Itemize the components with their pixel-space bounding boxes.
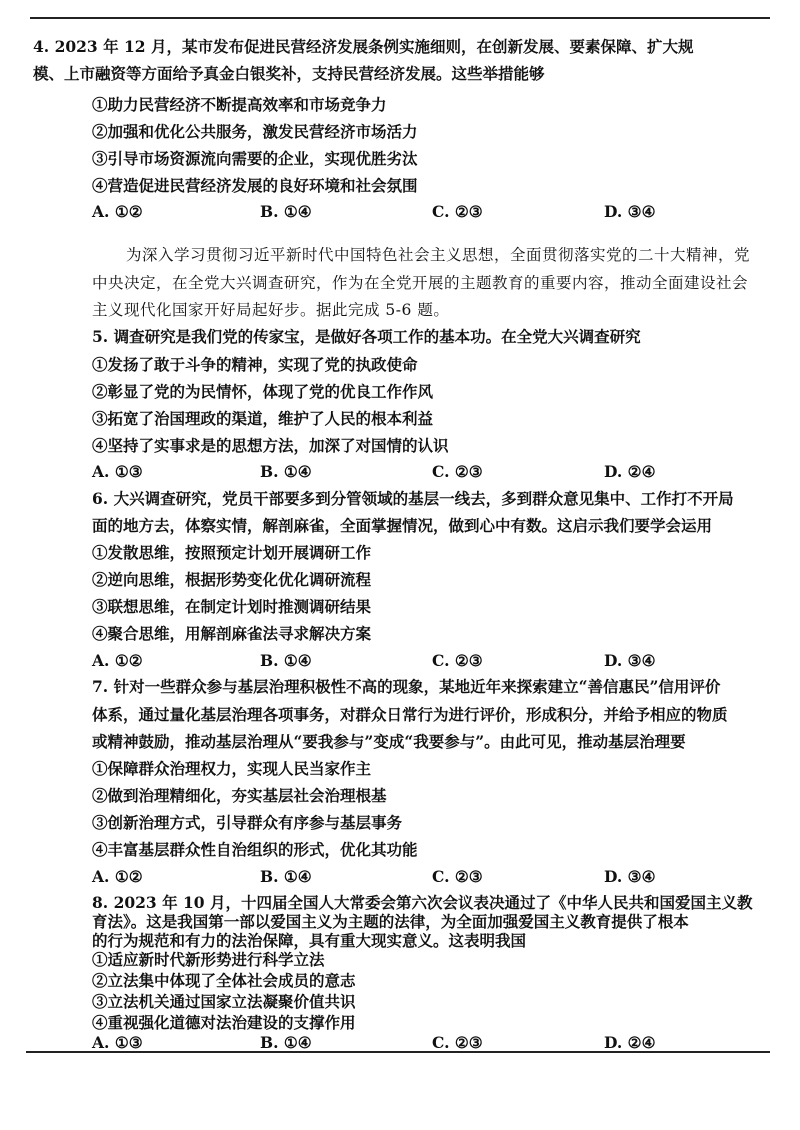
q8-option-b: B. ①④	[260, 1033, 312, 1052]
q8-stem-line-2: 育法》。这是我国第一部以爱国主义为主题的法律，为全面加强爱国主义教育提供了根本	[92, 912, 689, 931]
q4-item-2: ②加强和优化公共服务，激发民营经济市场活力	[92, 122, 418, 141]
q7-item-4: ④丰富基层群众性自治组织的形式，优化其功能	[92, 840, 418, 859]
q8-stem-line-3: 的行为规范和有力的法治保障，具有重大现实意义。这表明我国	[92, 931, 527, 950]
q4-stem-line-2: 模、上市融资等方面给予真金白银奖补，支持民营经济发展。这些举措能够	[33, 64, 545, 83]
intro-line-1: 为深入学习贯彻习近平新时代中国特色社会主义思想，全面贯彻落实党的二十大精神，党	[126, 246, 751, 264]
q6-option-c: C. ②③	[432, 651, 483, 670]
q5-option-a: A. ①③	[92, 462, 143, 481]
q6-stem-line-2: 面的地方去，体察实情，解剖麻雀，全面掌握情况，做到心中有数。这启示我们要学会运用	[92, 516, 713, 535]
q6-option-d: D. ③④	[604, 651, 656, 670]
q7-option-d: D. ③④	[604, 867, 656, 886]
q4-option-c: C. ②③	[432, 202, 483, 221]
q8-item-3: ③立法机关通过国家立法凝聚价值共识	[92, 992, 356, 1011]
q7-option-c: C. ②③	[432, 867, 483, 886]
q5-option-c: C. ②③	[432, 462, 483, 481]
q8-item-4: ④重视强化道德对法治建设的支撑作用	[92, 1013, 356, 1032]
q4-option-a: A. ①②	[92, 202, 143, 221]
q6-item-2: ②逆向思维，根据形势变化优化调研流程	[92, 570, 372, 589]
q5-item-1: ①发扬了敢于斗争的精神，实现了党的执政使命	[92, 355, 418, 374]
q7-stem-line-1: 7. 针对一些群众参与基层治理积极性不高的现象，某地近年来探索建立“善信惠民”信用评价	[92, 677, 721, 696]
q6-item-1: ①发散思维，按照预定计划开展调研工作	[92, 543, 372, 562]
q7-option-b: B. ①④	[260, 867, 312, 886]
q5-item-3: ③拓宽了治国理政的渠道，维护了人民的根本利益	[92, 409, 434, 428]
q4-stem-line-1: 4. 2023 年 12 月，某市发布促进民营经济发展条例实施细则，在创新发展、要素保障、扩大规	[33, 37, 694, 56]
q5-option-d: D. ②④	[604, 462, 656, 481]
q8-option-a: A. ①③	[92, 1033, 143, 1052]
q7-option-a: A. ①②	[92, 867, 143, 886]
q8-option-d: D. ②④	[604, 1033, 656, 1052]
q4-option-b: B. ①④	[260, 202, 312, 221]
q6-item-4: ④聚合思维，用解剖麻雀法寻求解决方案	[92, 624, 372, 643]
q8-item-2: ②立法集中体现了全体社会成员的意志	[92, 971, 356, 990]
top-divider	[30, 17, 770, 19]
q5-item-4: ④坚持了实事求是的思想方法，加深了对国情的认识	[92, 436, 449, 455]
q6-item-3: ③联想思维，在制定计划时推测调研结果	[92, 597, 372, 616]
q8-item-1: ①适应新时代新形势进行科学立法	[92, 950, 325, 969]
q4-item-1: ①助力民营经济不断提高效率和市场竞争力	[92, 95, 387, 114]
q4-item-3: ③引导市场资源流向需要的企业，实现优胜劣汰	[92, 149, 418, 168]
q7-item-3: ③创新治理方式，引导群众有序参与基层事务	[92, 813, 403, 832]
q7-item-2: ②做到治理精细化，夯实基层社会治理根基	[92, 786, 387, 805]
q4-item-4: ④营造促进民营经济发展的良好环境和社会氛围	[92, 176, 418, 195]
bottom-divider	[26, 1051, 770, 1053]
q5-option-b: B. ①④	[260, 462, 312, 481]
q5-item-2: ②彰显了党的为民情怀，体现了党的优良工作作风	[92, 382, 434, 401]
q4-option-d: D. ③④	[604, 202, 656, 221]
q6-option-a: A. ①②	[92, 651, 143, 670]
q6-option-b: B. ①④	[260, 651, 312, 670]
q6-stem-line-1: 6. 大兴调查研究，党员干部要多到分管领域的基层一线去，多到群众意见集中、工作打不开局	[92, 489, 734, 508]
intro-line-3: 主义现代化国家开好局起好步。据此完成 5-6 题。	[92, 301, 450, 319]
intro-line-2: 中央决定，在全党大兴调查研究，作为在全党开展的主题教育的重要内容，推动全面建设社会	[92, 274, 749, 292]
q8-option-c: C. ②③	[432, 1033, 483, 1052]
q5-stem-line-1: 5. 调查研究是我们党的传家宝，是做好各项工作的基本功。在全党大兴调查研究	[92, 327, 641, 346]
q7-stem-line-3: 或精神鼓励，推动基层治理从“要我参与”变成“我要参与”。由此可见，推动基层治理要	[92, 732, 686, 751]
q7-item-1: ①保障群众治理权力，实现人民当家作主	[92, 759, 372, 778]
q8-stem-line-1: 8. 2023 年 10 月，十四届全国人大常委会第六次会议表决通过了《中华人民共和国爱国主义教	[92, 893, 753, 912]
q7-stem-line-2: 体系，通过量化基层治理各项事务，对群众日常行为进行评价，形成积分，并给予相应的物质	[92, 705, 728, 724]
